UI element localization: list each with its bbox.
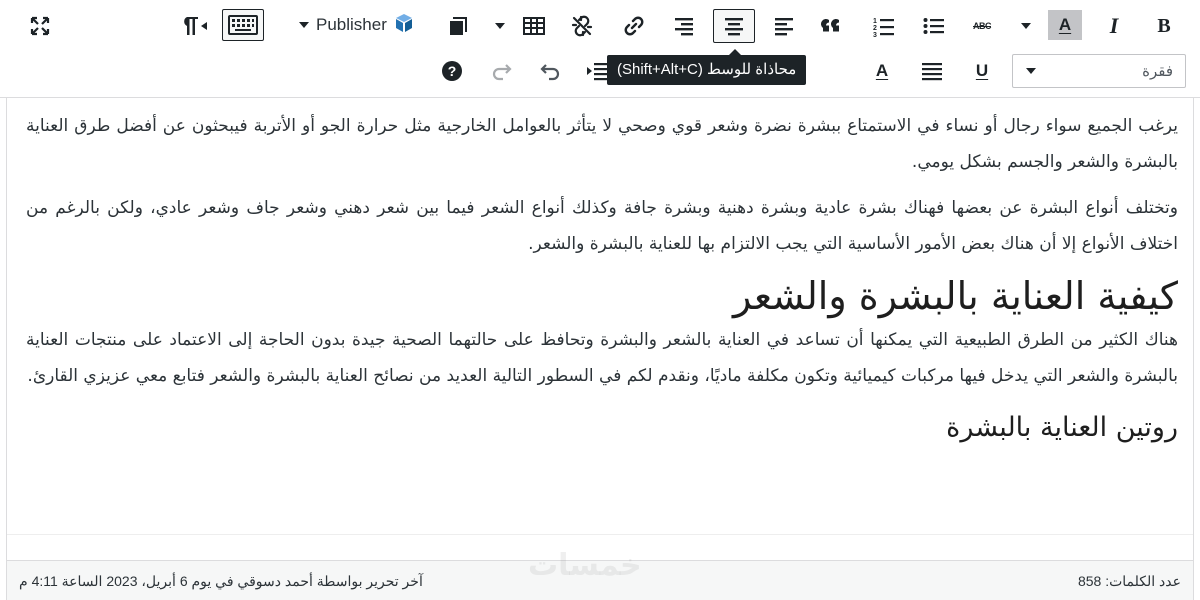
svg-text:1: 1 — [873, 18, 877, 25]
keyboard-icon[interactable] — [222, 9, 264, 41]
rtl-paragraph-icon[interactable] — [176, 10, 212, 42]
align-right-icon[interactable] — [668, 10, 700, 42]
table-icon[interactable] — [518, 10, 550, 42]
help-icon[interactable] — [436, 55, 468, 87]
italic-glyph: I — [1109, 13, 1119, 38]
underline-glyph: U — [975, 61, 989, 80]
svg-text:2: 2 — [873, 25, 877, 32]
heading-care-methods: كيفية العناية بالبشرة والشعر — [733, 274, 1178, 318]
svg-text:?: ? — [447, 63, 457, 79]
last-edited: آخر تحرير بواسطة أحمد دسوقي في يوم 6 أبريل، 2023 الساعة 4:11 م — [19, 573, 423, 589]
editor-toolbar — [0, 0, 1200, 98]
justify-icon[interactable] — [916, 55, 948, 87]
link-icon[interactable] — [618, 10, 650, 42]
paragraph-intro: يرغب الجميع سواء رجال أو نساء في الاستمتاع ببشرة نضرة وشعر قوي وصحي لا يتأثر بالعوامل الخارجية مثل حرارة الجو أو الأتربة فيبحثون عن أفضل طرق العناية بالبشرة والشعر والجسم بشكل يومي. — [26, 116, 1178, 172]
content-divider — [7, 534, 1193, 535]
word-count: عدد الكلمات: 858 — [1077, 573, 1181, 589]
unordered-list-icon[interactable] — [918, 10, 950, 42]
paragraph-natural-methods: هناك الكثير من الطرق الطبيعية التي يمكنها أن تساعد في العناية بالشعر والبشرة وتحافظ على حالتهما الصحية جيدة بدون الحاجة إلى الاعتماد على منتجات العناية بالبشرة والشعر التي يدخل فيها مركبات كيميائية وتكون مكلفة ماديًا، ونقدم لكم في السطور التالية العديد من نصائح العناية بالبشرة والشعر فتابع معي عزيزي القارئ. — [26, 330, 1178, 386]
publisher-label: Publisher — [316, 15, 387, 34]
redo-icon[interactable] — [486, 55, 518, 87]
align-left-icon[interactable] — [768, 10, 800, 42]
expand-icon[interactable] — [24, 10, 56, 42]
ordered-list-icon[interactable] — [868, 10, 900, 42]
svg-text:3: 3 — [873, 32, 877, 37]
block-icon[interactable] — [442, 10, 474, 42]
format-select[interactable] — [1012, 54, 1186, 88]
bold-icon[interactable] — [1148, 10, 1180, 42]
font-color-glyph: A — [875, 61, 889, 80]
align-center-icon[interactable] — [713, 9, 755, 43]
paragraph-types: وتختلف أنواع البشرة عن بعضها فهناك بشرة عادية وبشرة دهنية وبشرة جافة وكذلك أنواع الشعر فيما بين شعر دهني وشعر جاف وشعر عادي، ولكن بالرغم من اختلاف الأنواع إلا أن هناك بعض الأمور الأساسية التي يجب الالتزام بها للعناية بالبشرة والشعر. — [26, 198, 1178, 254]
publisher-icon — [393, 12, 415, 39]
chevron-down-icon — [1025, 63, 1037, 80]
watermark-logo: خمسات — [528, 548, 642, 583]
strikethrough-glyph: ABC — [973, 21, 991, 31]
italic-icon[interactable] — [1098, 10, 1130, 42]
heading-skin-routine: روتين العناية بالبشرة — [946, 412, 1178, 443]
text-color-glyph: A — [1058, 15, 1072, 34]
undo-icon[interactable] — [534, 55, 566, 87]
table-dropdown-caret-icon[interactable] — [490, 10, 510, 42]
blockquote-icon[interactable] — [816, 10, 848, 42]
bold-glyph: B — [1157, 14, 1171, 37]
text-color-icon[interactable] — [1048, 10, 1082, 40]
caret-down-icon — [298, 15, 310, 35]
text-color-dropdown-caret-icon[interactable] — [1016, 10, 1036, 42]
underline-icon[interactable] — [966, 55, 998, 87]
unlink-icon[interactable] — [566, 10, 598, 42]
publisher-dropdown[interactable] — [298, 10, 415, 40]
align-center-tooltip: (Shift+Alt+C) محاذاة للوسط — [607, 55, 806, 85]
editor-content[interactable] — [26, 108, 1178, 448]
format-select-value: فقرة — [1142, 63, 1173, 80]
strikethrough-icon[interactable] — [966, 10, 998, 42]
font-color-icon[interactable] — [866, 55, 898, 87]
